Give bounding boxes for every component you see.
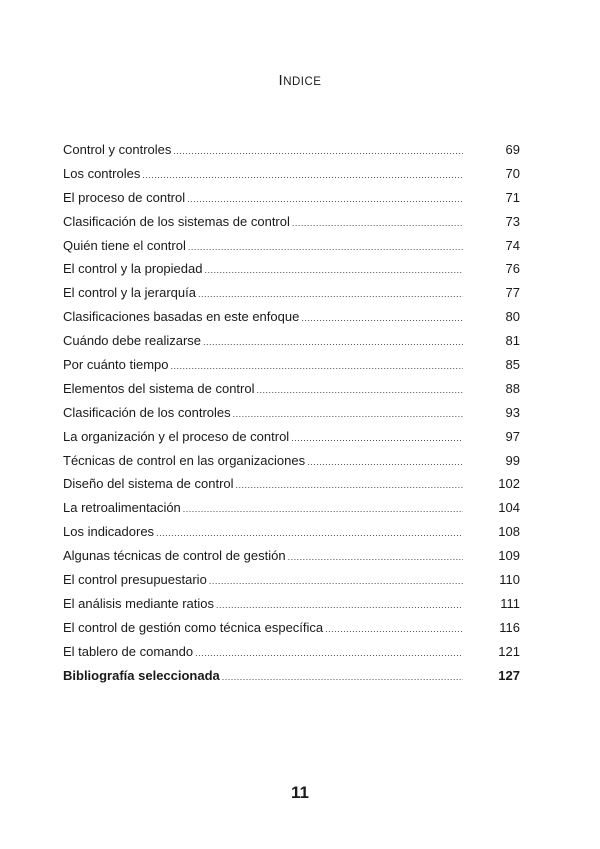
toc-entry — [63, 449, 520, 473]
toc-entry-page: 102 — [498, 476, 520, 492]
toc-entry-bibliography — [63, 664, 520, 688]
toc-leader-dots — [307, 451, 463, 475]
toc-entry — [63, 329, 520, 353]
toc-leader-dots — [171, 355, 463, 379]
toc-leader-dots — [301, 307, 463, 331]
toc-leader-dots — [233, 403, 463, 427]
toc-entry — [63, 305, 520, 329]
toc-entry-page: 110 — [499, 572, 520, 588]
toc-leader-dots — [173, 140, 463, 164]
toc-leader-dots — [256, 379, 463, 403]
toc-entry-page: 93 — [505, 404, 520, 420]
toc-leader-dots — [203, 331, 463, 355]
toc-entry — [63, 281, 520, 305]
toc-entry-page: 71 — [505, 189, 520, 205]
toc-entry — [63, 401, 520, 425]
toc-entry-label: Bibliografía seleccionada — [63, 667, 220, 683]
toc-leader-dots — [288, 546, 463, 570]
toc-entry-label: Por cuánto tiempo — [63, 357, 169, 373]
toc-entry-page: 70 — [505, 165, 520, 181]
toc-entry-label: Los controles — [63, 165, 141, 181]
toc-entry — [63, 425, 520, 449]
toc-entry-label: El tablero de comando — [63, 643, 194, 659]
toc-leader-dots — [292, 212, 463, 236]
toc-leader-dots — [216, 594, 463, 618]
toc-entry-page: 127 — [498, 667, 520, 683]
toc-entry-page: 99 — [505, 452, 520, 468]
toc-entry — [63, 257, 520, 281]
toc-entry-label: Técnicas de control en las organizaciones — [63, 452, 306, 468]
toc-entry-label: Control y controles — [63, 142, 172, 157]
page-title-initial: I — [278, 72, 284, 89]
toc-entry-label: El control presupuestario — [63, 572, 207, 588]
toc-entry-page: 109 — [498, 548, 520, 564]
toc-leader-dots — [183, 498, 463, 522]
toc-entry — [63, 520, 520, 544]
toc-entry-label: La organización y el proceso de control — [63, 428, 290, 444]
toc-entry-page: 69 — [505, 142, 520, 157]
toc-leader-dots — [156, 522, 463, 546]
toc-entry — [63, 162, 520, 186]
toc-entry-page: 85 — [505, 357, 520, 373]
toc-entry-page: 80 — [505, 309, 520, 325]
toc-entry — [63, 496, 520, 520]
toc-entry-label: El control y la jerarquía — [63, 285, 196, 301]
toc-entry — [63, 640, 520, 664]
toc-entry — [63, 210, 520, 234]
toc-entry-label: Quién tiene el control — [63, 237, 186, 253]
toc-entry-page: 74 — [505, 237, 520, 253]
toc-entry-page: 104 — [498, 500, 520, 516]
toc-entry — [63, 377, 520, 401]
toc-entry-label: Cuándo debe realizarse — [63, 333, 202, 349]
page-title-rest: NDICE — [283, 76, 322, 88]
toc-leader-dots — [195, 642, 463, 666]
page-title — [0, 72, 600, 89]
toc-entry — [63, 568, 520, 592]
toc-leader-dots — [187, 188, 463, 212]
toc-entry — [63, 616, 520, 640]
toc-entry-page: 97 — [505, 428, 520, 444]
toc-leader-dots — [236, 474, 463, 498]
toc-entry — [63, 472, 520, 496]
toc-entry-label: Algunas técnicas de control de gestión — [63, 548, 286, 564]
toc-entry — [63, 592, 520, 616]
toc-entry-label: El control de gestión como técnica específica — [63, 619, 324, 635]
toc-entry — [63, 544, 520, 568]
toc-entry-page: 121 — [498, 643, 520, 659]
toc-entry — [63, 138, 520, 162]
toc-entry-label: Diseño del sistema de control — [63, 476, 234, 492]
toc-entry-page: 73 — [505, 213, 520, 229]
toc-leader-dots — [198, 283, 463, 307]
toc-leader-dots — [222, 666, 463, 690]
toc-entry-page: 116 — [499, 619, 520, 635]
toc-entry-label: El proceso de control — [63, 189, 186, 205]
toc-entry-label: Los indicadores — [63, 524, 155, 540]
toc-leader-dots — [142, 164, 463, 188]
toc-entry-label: Clasificación de los controles — [63, 404, 231, 420]
toc-entry-page: 88 — [505, 380, 520, 396]
toc-leader-dots — [209, 570, 463, 594]
toc-entry-page: 76 — [505, 261, 520, 277]
toc-entry-page: 108 — [498, 524, 520, 540]
toc-entry — [63, 353, 520, 377]
toc-entry-page: 111 — [500, 595, 520, 611]
toc-entry — [63, 186, 520, 210]
toc-leader-dots — [188, 236, 463, 260]
toc-leader-dots — [204, 259, 463, 283]
table-of-contents — [63, 138, 520, 687]
toc-entry — [63, 234, 520, 258]
page-number: 11 — [291, 783, 309, 802]
toc-entry-label: Elementos del sistema de control — [63, 380, 255, 396]
toc-leader-dots — [325, 618, 463, 642]
toc-entry-label: El control y la propiedad — [63, 261, 203, 277]
toc-entry-page: 81 — [505, 333, 520, 349]
toc-entry-label: Clasificación de los sistemas de control — [63, 213, 290, 229]
toc-entry-label: El análisis mediante ratios — [63, 595, 215, 611]
toc-leader-dots — [291, 427, 463, 451]
toc-entry-label: Clasificaciones basadas en este enfoque — [63, 309, 300, 325]
toc-entry-label: La retroalimentación — [63, 500, 181, 516]
toc-entry-page: 77 — [505, 285, 520, 301]
